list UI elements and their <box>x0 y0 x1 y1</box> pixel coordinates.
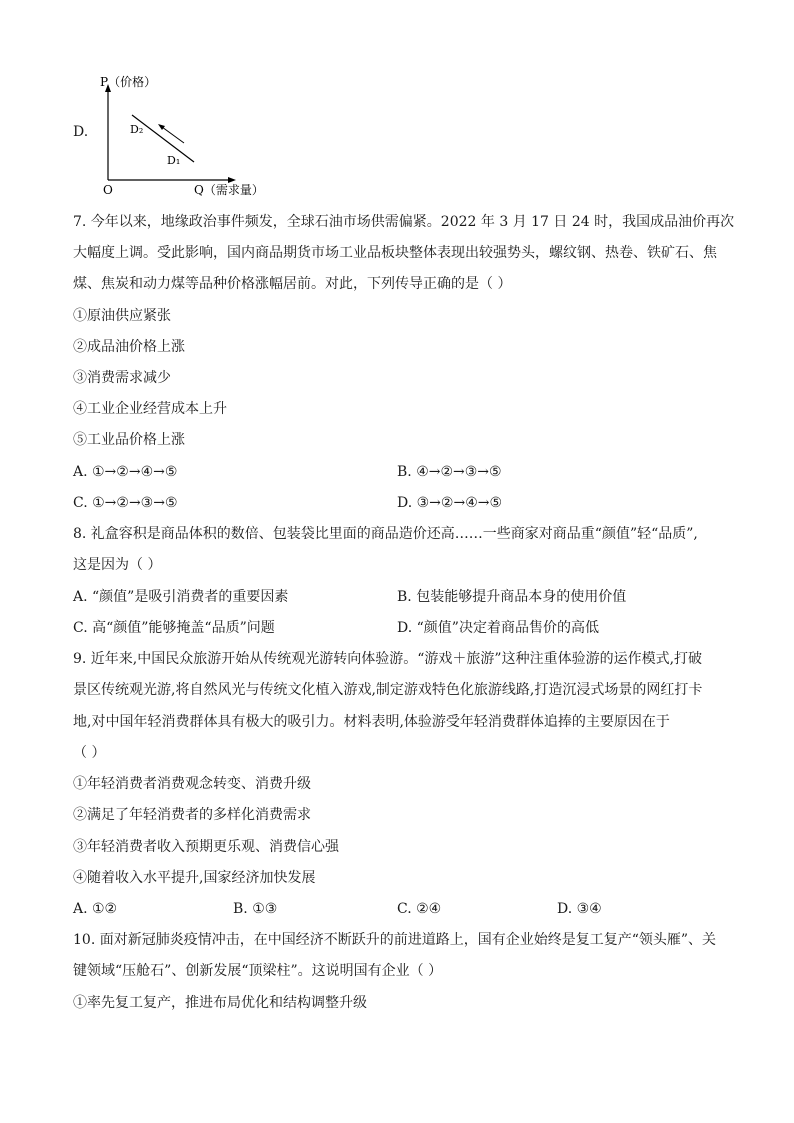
option-d-label: D. <box>73 124 89 140</box>
q10-stem-line-1: 10. 面对新冠肺炎疫情冲击，在中国经济不断跃升的前进道路上，国有企业始终是复工复产“领头雁”、关 <box>73 932 717 948</box>
q9-stem-line-3: 地,对中国年轻消费群体具有极大的吸引力。材料表明,体验游受年轻消费群体追捧的主要原因在于 <box>73 714 670 730</box>
q9-option-c[interactable]: C. ②④ <box>397 901 442 917</box>
d1-label: D₁ <box>167 154 181 167</box>
q7-option-d[interactable]: D. ③→②→④→⑤ <box>397 495 503 511</box>
q7-stem-line-1: 7. 今年以来，地缘政治事件频发，全球石油市场供需偏紧。2022 年 3 月 17 日 24 时，我国成品油价再次 <box>73 214 735 230</box>
movement-arrow-head <box>158 124 165 130</box>
q8-option-a[interactable]: A. “颜值”是吸引消费者的重要因素 <box>73 589 289 605</box>
q9-option-a[interactable]: A. ①② <box>73 901 118 917</box>
q8-option-c[interactable]: C. 高“颜值”能够掩盖“品质”问题 <box>73 620 275 636</box>
q7-stem-line-3: 煤、焦炭和动力煤等品种价格涨幅居前。对此，下列传导正确的是（ ） <box>73 276 512 292</box>
q8-stem-line-1: 8. 礼盒容积是商品体积的数倍、包装袋比里面的商品造价还高……一些商家对商品重“颜值”轻“品质”, <box>73 526 698 542</box>
q8-option-b[interactable]: B. 包装能够提升商品本身的使用价值 <box>397 589 627 605</box>
q7-option-a[interactable]: A. ①→②→④→⑤ <box>73 464 178 480</box>
q8-option-d[interactable]: D. “颜值”决定着商品售价的高低 <box>397 620 599 636</box>
q9-item-1: ①年轻消费者消费观念转变、消费升级 <box>73 776 311 792</box>
q7-item-4: ④工业企业经营成本上升 <box>73 401 227 417</box>
q9-stem-line-2: 景区传统观光游,将自然风光与传统文化植入游戏,制定游戏特色化旅游线路,打造沉浸式场景的网红打卡 <box>73 682 703 698</box>
q7-item-3: ③消费需求减少 <box>73 370 171 386</box>
q9-item-4: ④随着收入水平提升,国家经济加快发展 <box>73 870 316 886</box>
q7-item-5: ⑤工业品价格上涨 <box>73 432 185 448</box>
q7-item-2: ②成品油价格上涨 <box>73 339 185 355</box>
q7-option-c[interactable]: C. ①→②→③→⑤ <box>73 495 178 511</box>
d2-label: D₂ <box>130 123 144 136</box>
q7-item-1: ①原油供应紧张 <box>73 308 171 324</box>
demand-curve-figure <box>92 70 312 200</box>
q10-item-1: ①率先复工复产，推进布局优化和结构调整升级 <box>73 995 367 1011</box>
origin-label: O <box>103 183 113 197</box>
q9-item-3: ③年轻消费者收入预期更乐观、消费信心强 <box>73 839 339 855</box>
q9-stem-line-1: 9. 近年来,中国民众旅游开始从传统观光游转向体验游。“游戏＋旅游”这种注重体验游的运作模式,打破 <box>73 651 703 667</box>
q9-item-2: ②满足了年轻消费者的多样化消费需求 <box>73 807 311 823</box>
p-axis-label: P（价格） <box>100 75 157 89</box>
q8-stem-line-2: 这是因为（ ） <box>73 557 162 573</box>
q7-option-b[interactable]: B. ④→②→③→⑤ <box>397 464 502 480</box>
q-axis-label: Q（需求量） <box>194 183 264 197</box>
q9-option-b[interactable]: B. ①③ <box>233 901 278 917</box>
q9-option-d[interactable]: D. ③④ <box>557 901 602 917</box>
q10-stem-line-2: 键领域“压舱石”、创新发展“顶梁柱”。这说明国有企业（ ） <box>73 963 443 979</box>
q7-stem-line-2: 大幅度上调。受此影响，国内商品期货市场工业品板块整体表现出较强势头，螺纹钢、热卷、铁矿石、焦 <box>73 245 717 261</box>
q9-stem-line-4: （ ） <box>73 745 106 761</box>
